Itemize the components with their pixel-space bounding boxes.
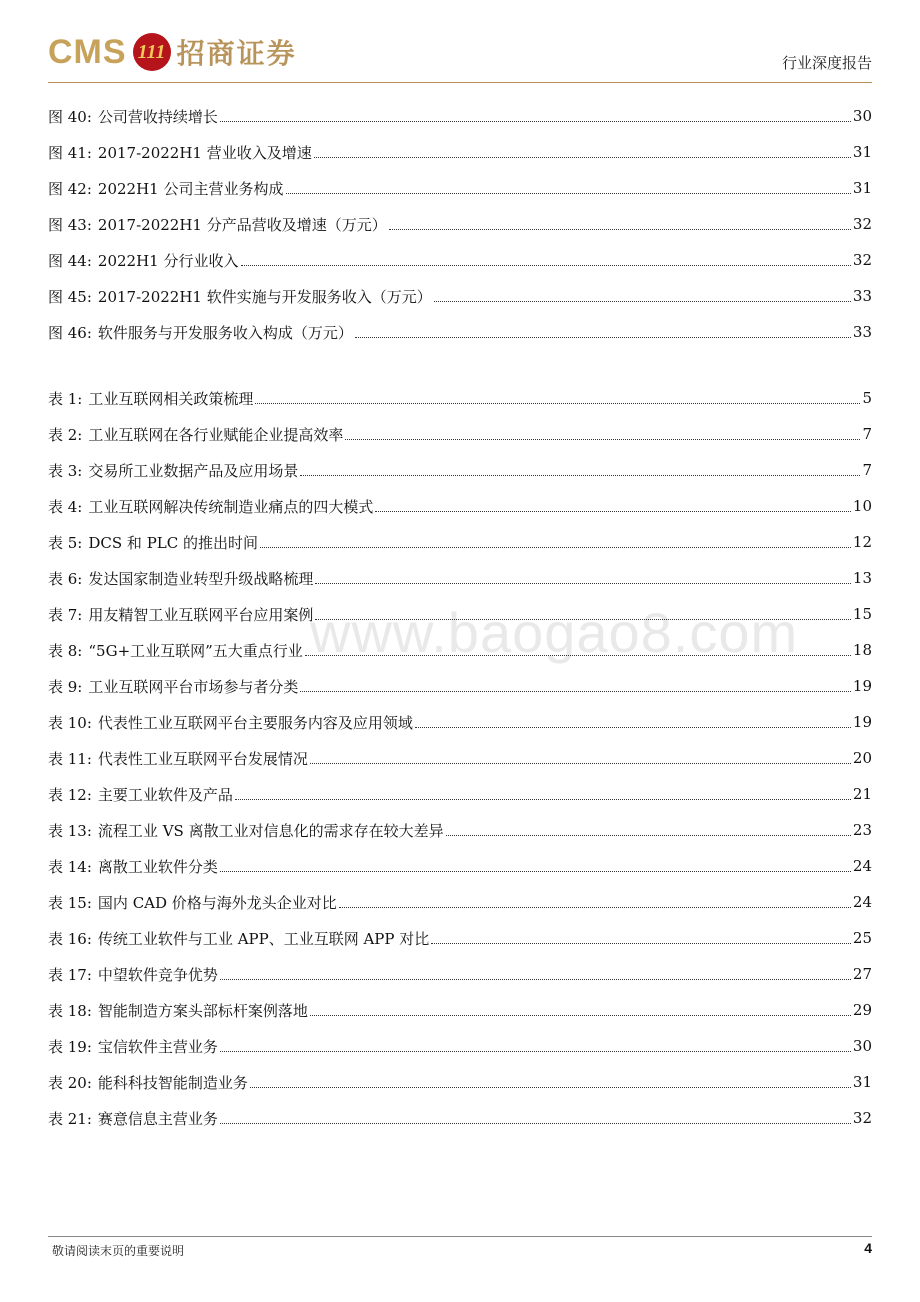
cms-logo (48, 30, 297, 74)
toc-entry-label: 图 41: (48, 143, 92, 162)
toc-entry-page: 30 (852, 1037, 872, 1055)
toc-entry-text (48, 496, 373, 517)
table-entry[interactable] (48, 812, 872, 848)
dot-leader (255, 403, 860, 404)
toc-entry-title: 2017-2022H1 营业收入及增速 (97, 143, 312, 162)
dot-leader (241, 265, 851, 266)
toc-entry-page: 29 (852, 1001, 872, 1019)
toc-entry-title: 工业互联网相关政策梳理 (88, 389, 254, 408)
toc-entry-text (48, 604, 313, 625)
dot-leader (375, 511, 851, 512)
table-entry[interactable] (48, 704, 872, 740)
toc-entry-page: 13 (852, 569, 872, 587)
toc-entry-text (48, 142, 312, 163)
toc-entry-title: 用友精智工业互联网平台应用案例 (88, 605, 314, 624)
toc-entry-text (48, 1036, 218, 1057)
table-entry[interactable] (48, 452, 872, 488)
toc-entry-page: 20 (852, 749, 872, 767)
dot-leader (339, 907, 851, 908)
table-entry[interactable] (48, 380, 872, 416)
toc-entry-title: 2017-2022H1 分产品营收及增速（万元） (97, 215, 387, 234)
toc-entry-page: 31 (852, 143, 872, 161)
toc-entry-label: 表 9: (48, 677, 83, 696)
toc-entry-title: 软件服务与开发服务收入构成（万元） (97, 323, 353, 342)
toc-entry-label: 表 15: (48, 893, 92, 912)
toc-entry-page: 23 (852, 821, 872, 839)
toc-entry-page: 7 (862, 425, 872, 443)
toc-entry-title: 宝信软件主营业务 (97, 1037, 218, 1056)
dot-leader (434, 301, 851, 302)
logo-chinese-name: 招商证券 (176, 37, 297, 70)
toc-entry-text (48, 1000, 308, 1021)
toc-entry-label: 图 43: (48, 215, 92, 234)
toc-entry-title: 工业互联网在各行业赋能企业提高效率 (88, 425, 344, 444)
table-entry[interactable] (48, 848, 872, 884)
figure-list (48, 98, 872, 350)
table-entry[interactable] (48, 668, 872, 704)
toc-entry-label: 表 20: (48, 1073, 92, 1092)
dot-leader (220, 121, 851, 122)
toc-entry-label: 图 44: (48, 251, 92, 270)
figure-entry[interactable] (48, 242, 872, 278)
toc-entry-page: 19 (852, 677, 872, 695)
toc-entry-label: 表 7: (48, 605, 83, 624)
logo-text: CMS (48, 32, 127, 71)
toc-entry-title: 主要工业软件及产品 (97, 785, 233, 804)
toc-entry-title: “5G+工业互联网”五大重点行业 (88, 641, 303, 660)
toc-entry-title: 流程工业 VS 离散工业对信息化的需求存在较大差异 (97, 821, 444, 840)
table-entry[interactable] (48, 1100, 872, 1136)
dot-leader (415, 727, 851, 728)
toc-entry-text (48, 214, 387, 235)
dot-leader (220, 1123, 851, 1124)
toc-entry-text (48, 856, 218, 877)
toc-entry-title: 中望软件竞争优势 (97, 965, 218, 984)
toc-entry-label: 表 4: (48, 497, 83, 516)
toc-entry-page: 15 (852, 605, 872, 623)
toc-entry-title: 离散工业软件分类 (97, 857, 218, 876)
toc-entry-label: 表 17: (48, 965, 92, 984)
dot-leader (250, 1087, 851, 1088)
toc-entry-page: 27 (852, 965, 872, 983)
toc-entry-page: 32 (852, 251, 872, 269)
toc-entry-text (48, 424, 343, 445)
table-entry[interactable] (48, 740, 872, 776)
toc-entry-page: 30 (852, 107, 872, 125)
toc-entry-page: 32 (852, 1109, 872, 1127)
table-entry[interactable] (48, 956, 872, 992)
toc-entry-text (48, 712, 413, 733)
toc-entry-title: 智能制造方案头部标杆案例落地 (97, 1001, 308, 1020)
figure-entry[interactable] (48, 278, 872, 314)
toc-entry-page: 18 (852, 641, 872, 659)
toc-entry-title: DCS 和 PLC 的推出时间 (88, 533, 258, 552)
toc-entry-text (48, 568, 313, 589)
toc-entry-page: 25 (852, 929, 872, 947)
toc-entry-text (48, 1108, 218, 1129)
logo-emblem-icon: 111 (133, 33, 171, 71)
toc-entry-title: 工业互联网解决传统制造业痛点的四大模式 (88, 497, 374, 516)
toc-entry-text (48, 748, 308, 769)
toc-entry-page: 7 (862, 461, 872, 479)
dot-leader (355, 337, 851, 338)
table-entry[interactable] (48, 884, 872, 920)
toc-entry-page: 21 (852, 785, 872, 803)
toc-entry-title: 2022H1 分行业收入 (97, 251, 239, 270)
table-entry[interactable] (48, 632, 872, 668)
figure-entry[interactable] (48, 134, 872, 170)
footer-notice: 敬请阅读末页的重要说明 (52, 1244, 185, 1258)
dot-leader (446, 835, 851, 836)
table-entry[interactable] (48, 992, 872, 1028)
footer-divider (48, 1236, 872, 1237)
dot-leader (300, 475, 860, 476)
toc-entry-title: 公司营收持续增长 (97, 107, 218, 126)
dot-leader (260, 547, 851, 548)
figure-entry[interactable] (48, 206, 872, 242)
section-gap (48, 350, 872, 380)
toc-entry-label: 图 42: (48, 179, 92, 198)
dot-leader (286, 193, 851, 194)
toc-entry-text (48, 178, 284, 199)
toc-entry-title: 代表性工业互联网平台主要服务内容及应用领域 (97, 713, 413, 732)
dot-leader (300, 691, 851, 692)
dot-leader (305, 655, 851, 656)
dot-leader (220, 871, 851, 872)
toc-entry-title: 代表性工业互联网平台发展情况 (97, 749, 308, 768)
toc-entry-label: 表 19: (48, 1037, 92, 1056)
toc-entry-label: 表 21: (48, 1109, 92, 1128)
toc-entry-label: 表 10: (48, 713, 92, 732)
dot-leader (220, 1051, 851, 1052)
toc-entry-label: 表 13: (48, 821, 92, 840)
toc-entry-page: 19 (852, 713, 872, 731)
toc-entry-title: 2022H1 公司主营业务构成 (97, 179, 284, 198)
toc-entry-text (48, 250, 239, 271)
toc-entry-text (48, 460, 298, 481)
dot-leader (220, 979, 851, 980)
toc-entry-label: 表 8: (48, 641, 83, 660)
toc-entry-text (48, 322, 353, 343)
toc-entry-label: 表 11: (48, 749, 92, 768)
toc-entry-page: 10 (852, 497, 872, 515)
toc-entry-page: 31 (852, 1073, 872, 1091)
report-type: 行业深度报告 (781, 54, 872, 72)
toc-entry-page: 24 (852, 893, 872, 911)
toc-entry-text (48, 964, 218, 985)
toc-entry-text (48, 928, 429, 949)
toc-entry-text (48, 532, 258, 553)
toc-entry-title: 赛意信息主营业务 (97, 1109, 218, 1128)
dot-leader (310, 763, 851, 764)
toc-entry-text (48, 1072, 248, 1093)
table-entry[interactable] (48, 920, 872, 956)
toc-entry-title: 国内 CAD 价格与海外龙头企业对比 (97, 893, 337, 912)
toc-entry-label: 表 5: (48, 533, 83, 552)
toc-entry-title: 交易所工业数据产品及应用场景 (88, 461, 299, 480)
toc-entry-label: 表 2: (48, 425, 83, 444)
table-list (48, 380, 872, 1136)
table-entry[interactable] (48, 488, 872, 524)
figure-entry[interactable] (48, 98, 872, 134)
figure-entry[interactable] (48, 314, 872, 350)
toc-entry-label: 图 46: (48, 323, 92, 342)
toc-entry-label: 表 1: (48, 389, 83, 408)
toc-entry-text (48, 286, 432, 307)
toc-entry-label: 图 40: (48, 107, 92, 126)
dot-leader (431, 943, 851, 944)
toc-entry-title: 工业互联网平台市场参与者分类 (88, 677, 299, 696)
dot-leader (310, 1015, 851, 1016)
dot-leader (345, 439, 860, 440)
toc-entry-label: 表 16: (48, 929, 92, 948)
toc-entry-page: 32 (852, 215, 872, 233)
toc-entry-label: 表 6: (48, 569, 83, 588)
toc-entry-page: 5 (862, 389, 872, 407)
header-divider (48, 82, 872, 83)
toc-entry-page: 12 (852, 533, 872, 551)
toc-entry-title: 能科科技智能制造业务 (97, 1073, 248, 1092)
table-entry[interactable] (48, 416, 872, 452)
table-entry[interactable] (48, 1028, 872, 1064)
toc-entry-text (48, 892, 337, 913)
table-entry[interactable] (48, 524, 872, 560)
toc-entry-text (48, 640, 303, 661)
figure-entry[interactable] (48, 170, 872, 206)
toc-entry-title: 传统工业软件与工业 APP、工业互联网 APP 对比 (97, 929, 430, 948)
table-of-contents (48, 98, 872, 1136)
toc-entry-label: 表 3: (48, 461, 83, 480)
dot-leader (235, 799, 851, 800)
dot-leader (315, 583, 851, 584)
toc-entry-title: 发达国家制造业转型升级战略梳理 (88, 569, 314, 588)
toc-entry-text (48, 820, 444, 841)
toc-entry-page: 33 (852, 287, 872, 305)
toc-entry-text (48, 784, 233, 805)
toc-entry-title: 2017-2022H1 软件实施与开发服务收入（万元） (97, 287, 432, 306)
table-entry[interactable] (48, 596, 872, 632)
toc-entry-page: 31 (852, 179, 872, 197)
dot-leader (389, 229, 851, 230)
toc-entry-text (48, 676, 298, 697)
page-number: 4 (864, 1240, 872, 1256)
toc-entry-text (48, 106, 218, 127)
toc-entry-page: 33 (852, 323, 872, 341)
toc-entry-page: 24 (852, 857, 872, 875)
dot-leader (314, 157, 851, 158)
table-entry[interactable] (48, 560, 872, 596)
toc-entry-text (48, 388, 253, 409)
toc-entry-label: 表 18: (48, 1001, 92, 1020)
table-entry[interactable] (48, 776, 872, 812)
page-header (48, 28, 872, 84)
table-entry[interactable] (48, 1064, 872, 1100)
watermark: www.baogao8.com (310, 601, 799, 664)
toc-entry-label: 表 12: (48, 785, 92, 804)
toc-entry-label: 表 14: (48, 857, 92, 876)
dot-leader (315, 619, 851, 620)
toc-entry-label: 图 45: (48, 287, 92, 306)
